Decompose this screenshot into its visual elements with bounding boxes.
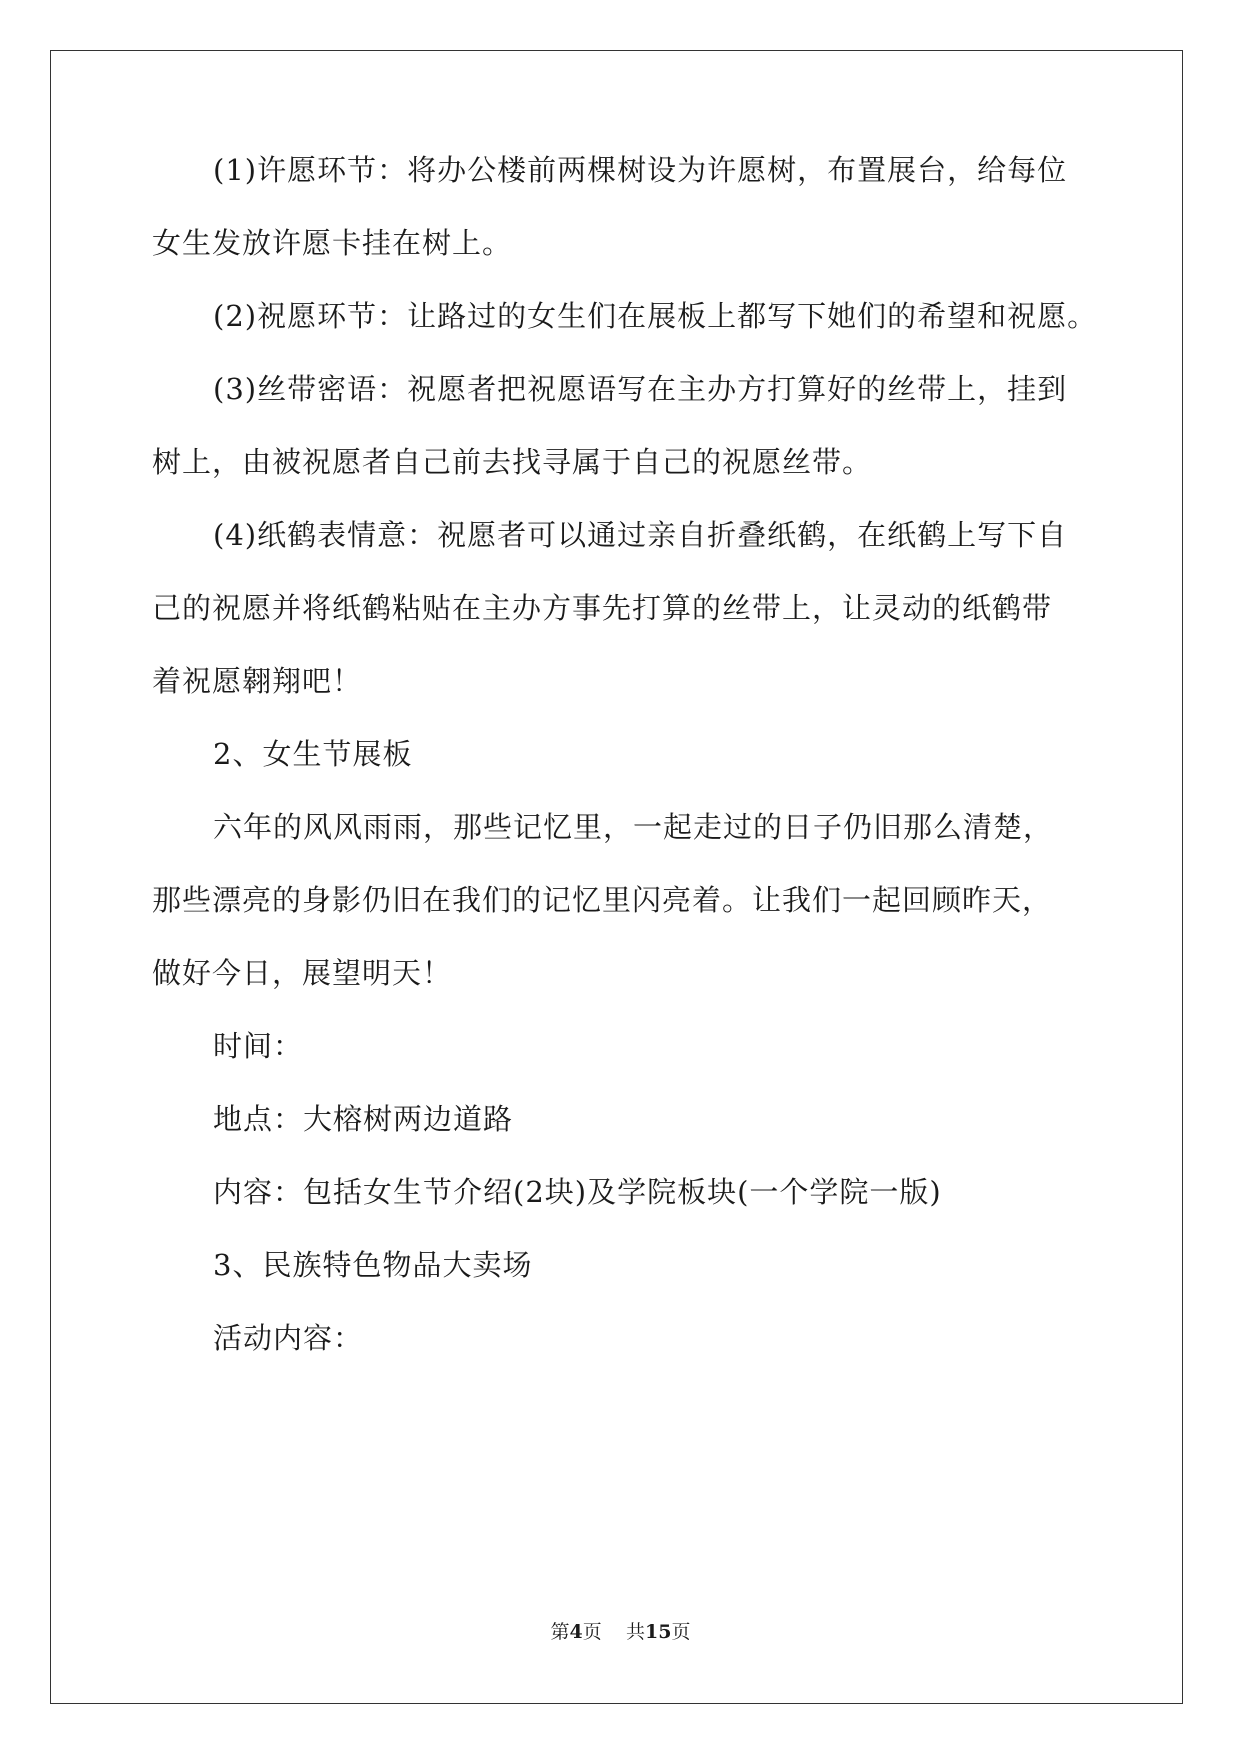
- total-page-count: 15: [644, 1621, 672, 1643]
- footer-page-suffix: 页: [582, 1621, 602, 1643]
- paragraph-line: 己的祝愿并将纸鹤粘贴在主办方事先打算的丝带上，让灵动的纸鹤带: [152, 591, 1053, 625]
- paragraph-line: 女生发放许愿卡挂在树上。: [152, 226, 513, 260]
- paragraph-line: 内容：包括女生节介绍(2块)及学院板块(一个学院一版): [213, 1175, 942, 1209]
- section-heading: 2、女生节展板: [213, 737, 413, 771]
- paragraph-line: 时间：: [213, 1029, 304, 1063]
- footer-prefix: 第: [550, 1621, 570, 1643]
- paragraph-line: 那些漂亮的身影仍旧在我们的记忆里闪亮着。让我们一起回顾昨天，: [152, 883, 1053, 917]
- footer-total-suffix: 页: [671, 1621, 691, 1643]
- footer-total-prefix: 共: [625, 1621, 645, 1643]
- paragraph-line: 六年的风风雨雨，那些记忆里，一起走过的日子仍旧那么清楚，: [213, 810, 1054, 844]
- paragraph-line: 活动内容：: [213, 1321, 364, 1355]
- paragraph-line: (4)纸鹤表情意：祝愿者可以通过亲自折叠纸鹤，在纸鹤上写下自: [213, 518, 1068, 552]
- paragraph-line: 树上，由被祝愿者自己前去找寻属于自己的祝愿丝带。: [152, 445, 873, 479]
- paragraph-line: 着祝愿翱翔吧！: [152, 664, 363, 698]
- paragraph-line: (3)丝带密语：祝愿者把祝愿语写在主办方打算好的丝带上，挂到: [213, 372, 1068, 406]
- paragraph-line: (1)许愿环节：将办公楼前两棵树设为许愿树，布置展台，给每位: [213, 153, 1068, 187]
- section-heading: 3、民族特色物品大卖场: [213, 1248, 533, 1282]
- paragraph-line: 做好今日，展望明天！: [152, 956, 453, 990]
- paragraph-line: (2)祝愿环节：让路过的女生们在展板上都写下她们的希望和祝愿。: [213, 299, 1098, 333]
- paragraph-line: 地点：大榕树两边道路: [213, 1102, 514, 1136]
- current-page-number: 4: [569, 1621, 583, 1643]
- page-footer: [0, 1620, 1241, 1644]
